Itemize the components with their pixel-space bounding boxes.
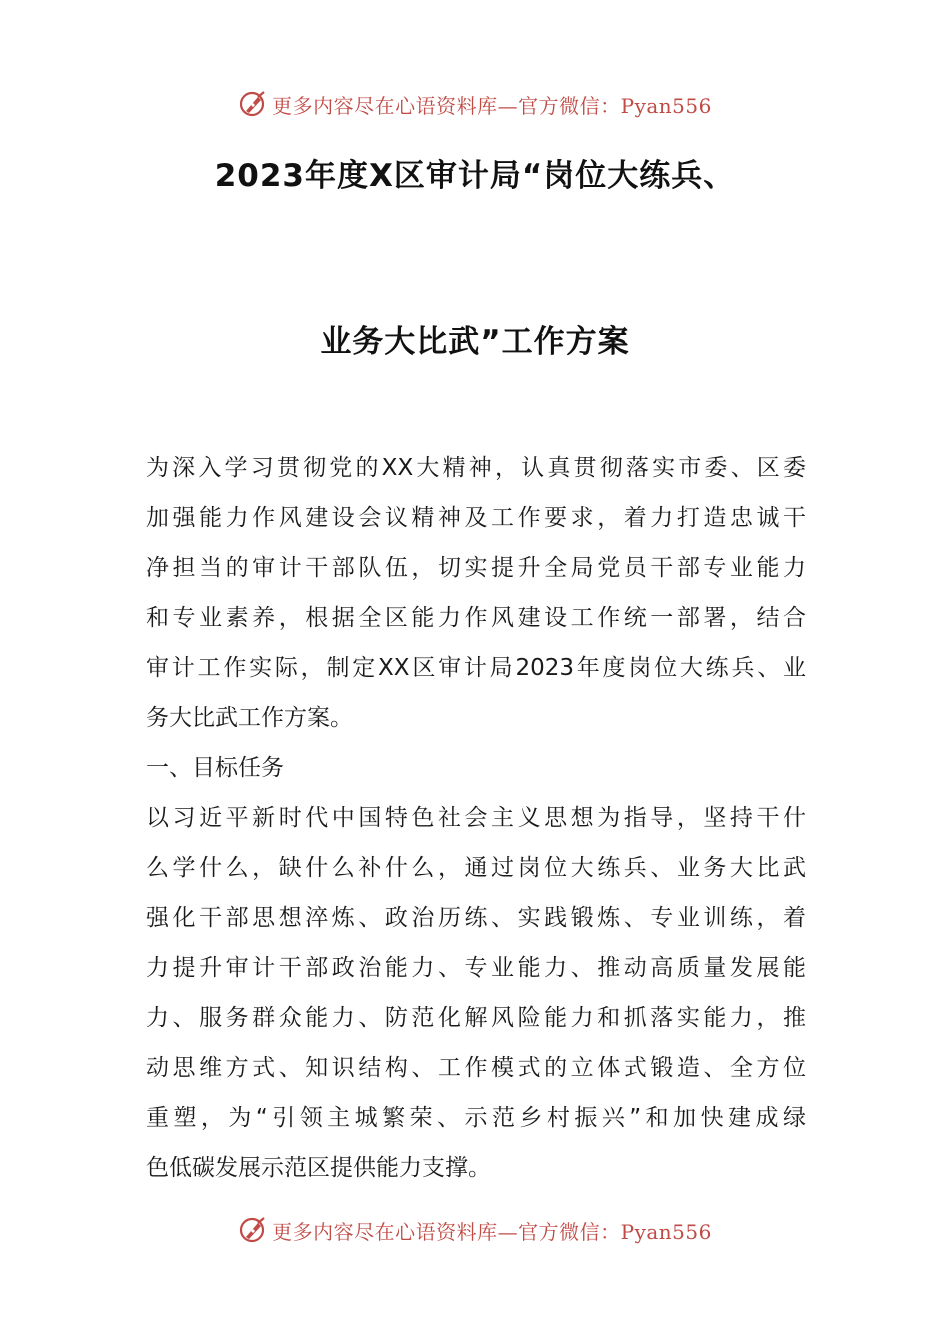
pen-nib-logo-icon: [238, 1215, 268, 1245]
document-title-line-1: 2023年度X区审计局“岗位大练兵、: [214, 158, 736, 194]
body-line: 和专业素养，根据全区能力作风建设工作统一部署，结合: [146, 605, 806, 631]
body-line: 力提升审计干部政治能力、专业能力、推动高质量发展能: [146, 955, 806, 981]
body-line: 动思维方式、知识结构、工作模式的立体式锻造、全方位: [146, 1055, 806, 1081]
body-line: 为深入学习贯彻党的XX大精神，认真贯彻落实市委、区委: [146, 455, 806, 481]
header-watermark: [0, 84, 950, 124]
body-line: 力、服务群众能力、防范化解风险能力和抓落实能力，推: [146, 1005, 806, 1031]
body-line: 么学什么，缺什么补什么，通过岗位大练兵、业务大比武: [146, 855, 806, 881]
footer-watermark: [0, 1210, 950, 1250]
pen-nib-logo-icon: [238, 89, 268, 119]
body-line: 审计工作实际，制定XX区审计局2023年度岗位大练兵、业: [146, 655, 806, 681]
watermark-text: 更多内容尽在心语资料库—官方微信：Pyan556: [272, 1219, 712, 1244]
body-line: 加强能力作风建设会议精神及工作要求，着力打造忠诚干: [146, 505, 806, 531]
body-line: 强化干部思想淬炼、政治历练、实践锻炼、专业训练，着: [146, 905, 806, 931]
watermark-text: 更多内容尽在心语资料库—官方微信：Pyan556: [272, 93, 712, 118]
body-line: 以习近平新时代中国特色社会主义思想为指导，坚持干什: [146, 805, 806, 831]
body-line: 重塑，为“引领主城繁荣、示范乡村振兴”和加快建成绿: [146, 1105, 806, 1131]
body-line: 色低碳发展示范区提供能力支撑。: [146, 1155, 491, 1181]
section-heading: 一、目标任务: [146, 755, 284, 781]
body-line: 务大比武工作方案。: [146, 705, 353, 731]
document-title-line-2: 业务大比武”工作方案: [320, 324, 630, 360]
body-line: 净担当的审计干部队伍，切实提升全局党员干部专业能力: [146, 555, 806, 581]
